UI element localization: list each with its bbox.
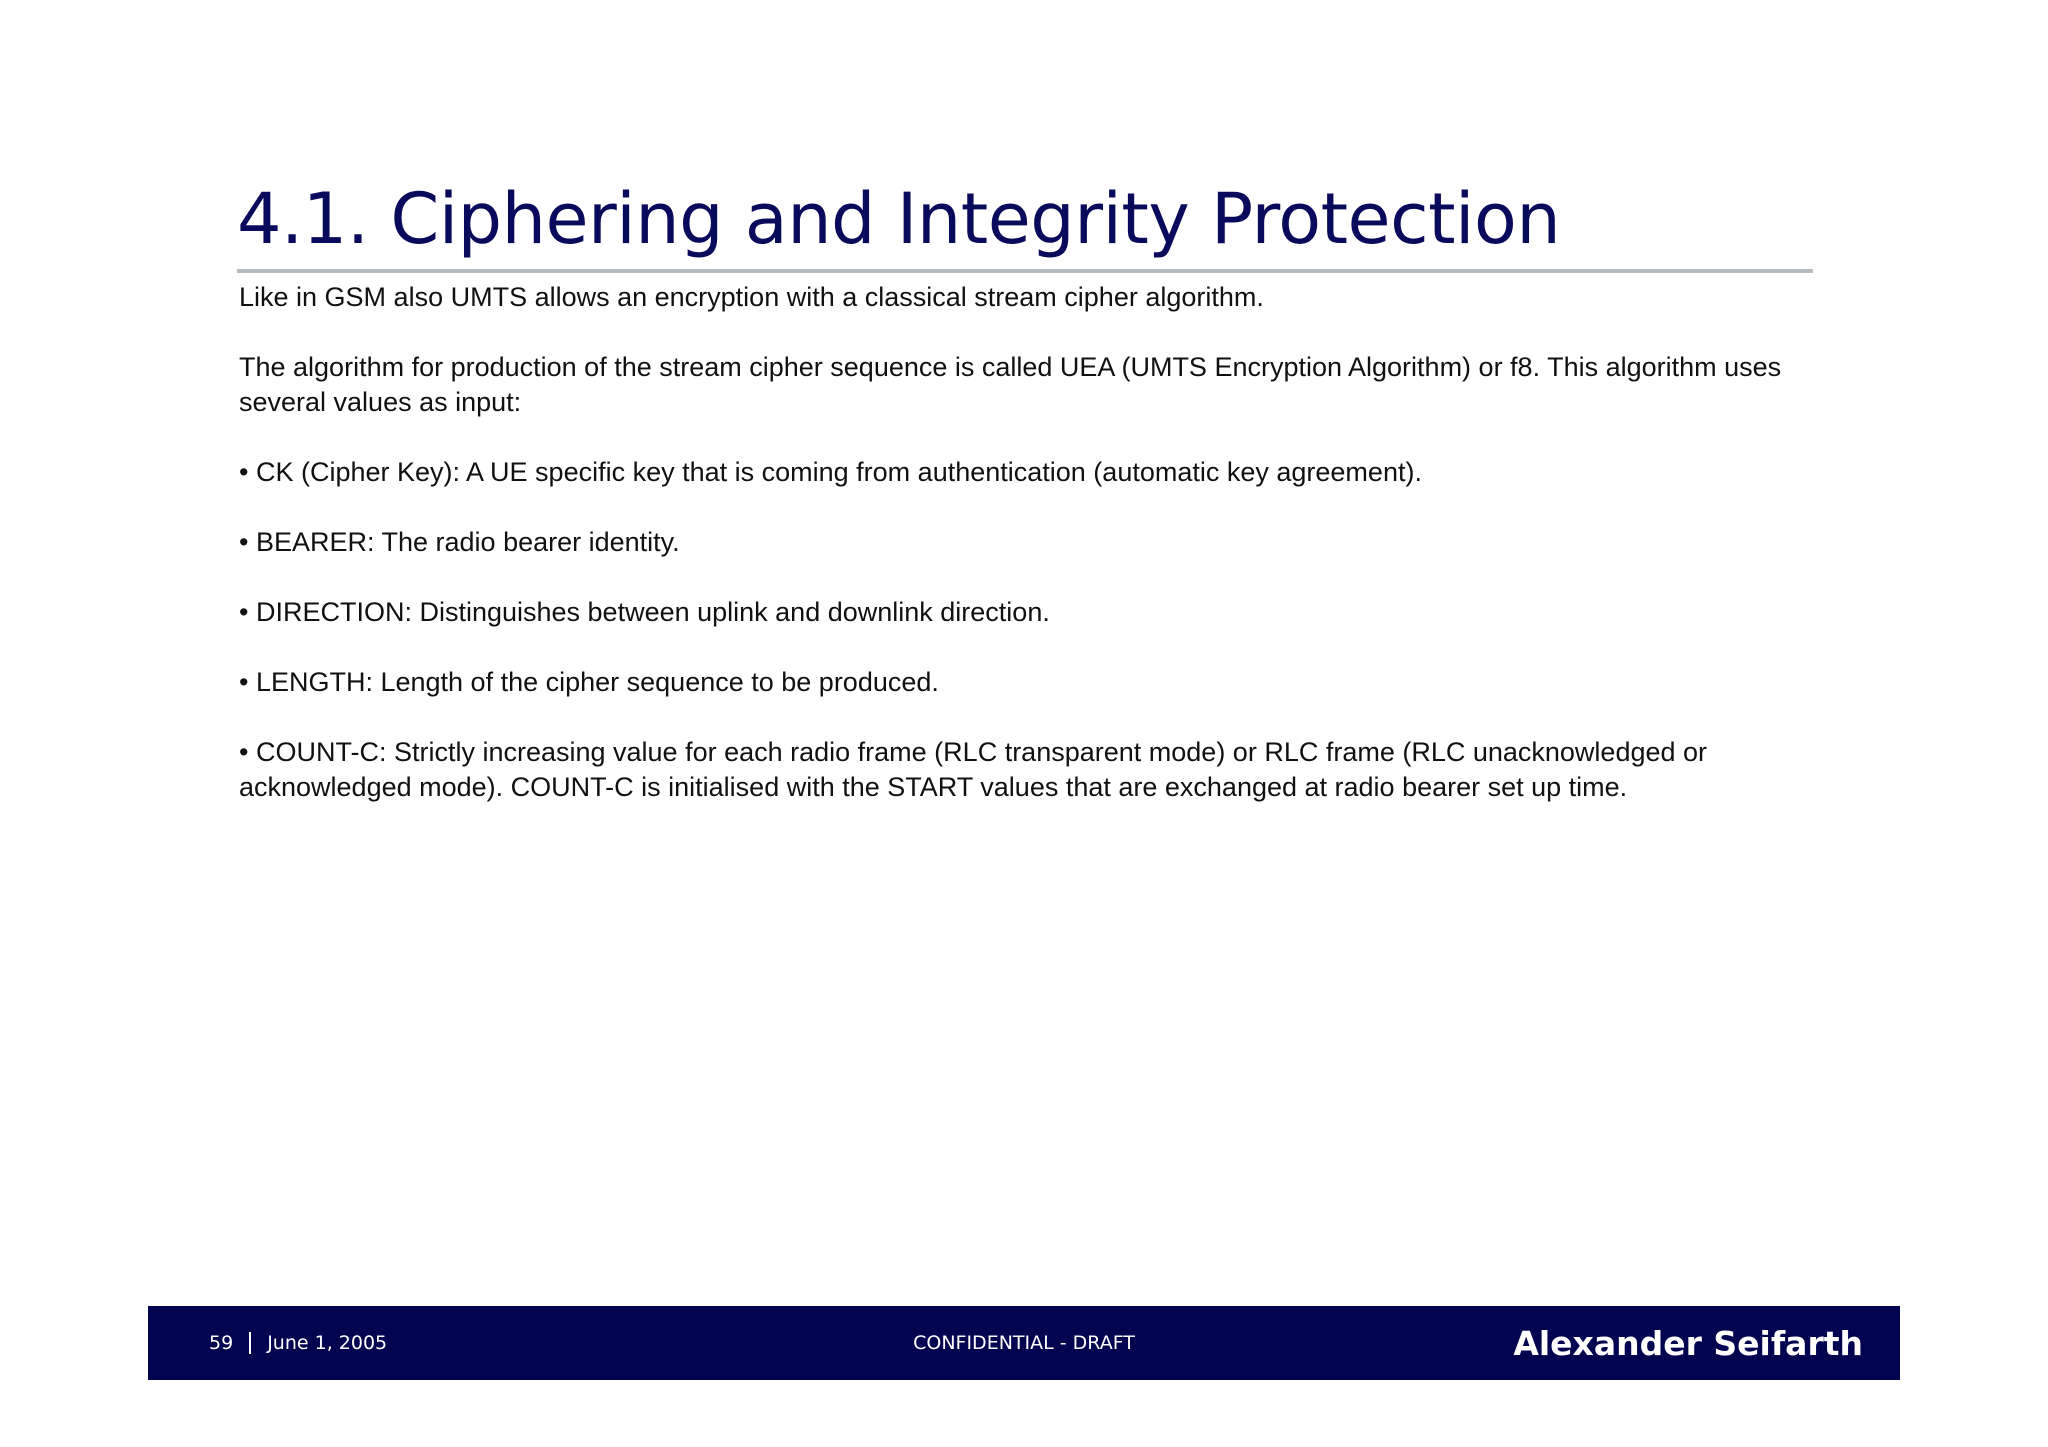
slide-body [239,280,1799,840]
algorithm-paragraph: The algorithm for production of the stream cipher sequence is called UEA (UMTS Encryption Algorithm) or f8. This algorithm uses several values as input: [239,352,1782,417]
slide-title: 4.1. Ciphering and Integrity Protection [237,178,1561,260]
bullet-count-c: • COUNT-C: Strictly increasing value for each radio frame (RLC transparent mode) or RLC frame (RLC unacknowledged or acknowledged mode). COUNT-C is initialised with the START values that are exchanged at radio bearer set up time. [239,737,1708,802]
bullet-ck: • CK (Cipher Key): A UE specific key that is coming from authentication (automatic key agreement). [239,457,1422,487]
footer-date: June 1, 2005 [267,1332,388,1354]
footer-classification: CONFIDENTIAL - DRAFT [913,1332,1135,1354]
footer-author: Alexander Seifarth [1513,1323,1863,1363]
bullet-length: • LENGTH: Length of the cipher sequence to be produced. [239,667,939,697]
title-divider [237,269,1813,273]
footer-bar [148,1306,1900,1380]
page-number: 59 [209,1332,234,1354]
bullet-direction: • DIRECTION: Distinguishes between uplink and downlink direction. [239,597,1050,627]
intro-paragraph: Like in GSM also UMTS allows an encryption with a classical stream cipher algorithm. [239,282,1264,312]
bullet-bearer: • BEARER: The radio bearer identity. [239,527,680,557]
